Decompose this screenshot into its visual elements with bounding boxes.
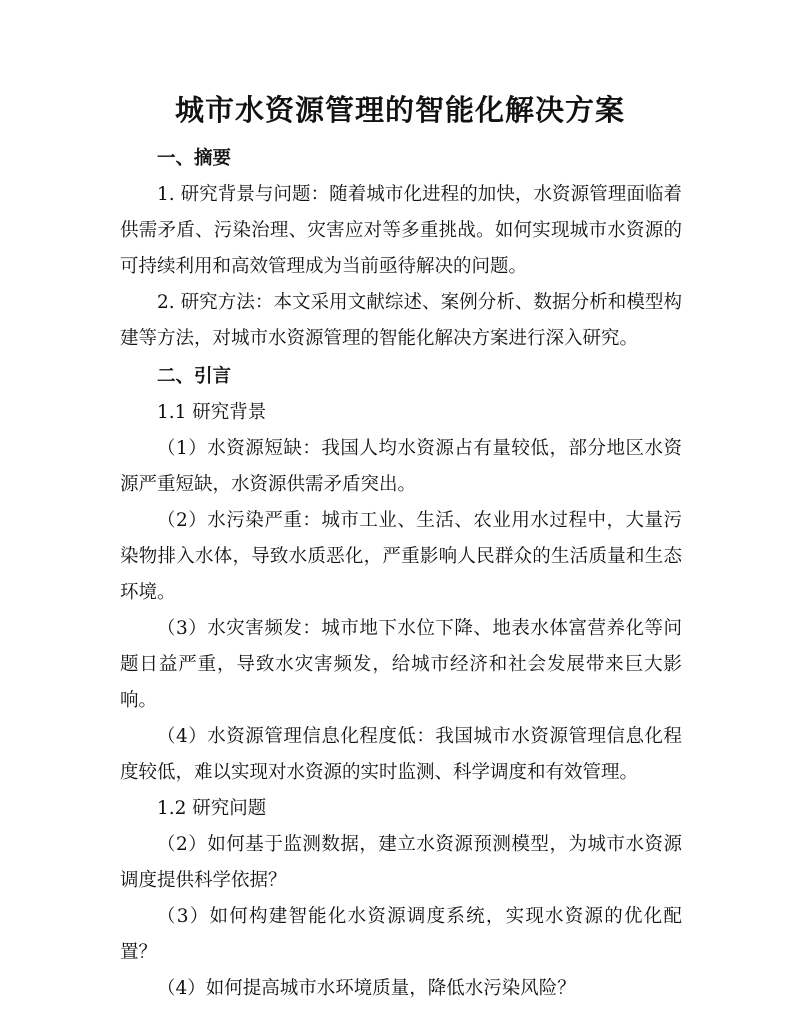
document-title: 城市水资源管理的智能化解决方案 xyxy=(174,93,625,127)
research-question-item: （3）如何构建智能化水资源调度系统，实现水资源的优化配置？ xyxy=(120,906,682,963)
background-item-water-pollution: （2）水污染严重：城市工业、生活、农业用水过程中，大量污染物排入水体，导致水质恶化，严重影响人民群众的生活质量和生态环境。 xyxy=(120,510,682,603)
abstract-paragraph-methods: 2. 研究方法：本文采用文献综述、案例分析、数据分析和模型构建等方法，对城市水资源管理的智能化解决方案进行深入研究。 xyxy=(120,292,682,349)
research-question-item: （4）如何提高城市水环境质量，降低水污染风险？ xyxy=(157,978,576,999)
research-question-item: （2）如何基于监测数据，建立水资源预测模型，为城市水资源调度提供科学依据？ xyxy=(120,834,682,891)
background-item-informatization: （4）水资源管理信息化程度低：我国城市水资源管理信息化程度较低，难以实现对水资源的实时监测、科学调度和有效管理。 xyxy=(120,726,682,783)
section-heading-abstract: 一、摘要 xyxy=(157,148,232,169)
subsection-title-research-questions: 1.2 研究问题 xyxy=(157,798,267,819)
subsection-title-background: 1.1 研究背景 xyxy=(157,402,267,423)
background-item-water-disasters: （3）水灾害频发：城市地下水位下降、地表水体富营养化等问题日益严重，导致水灾害频发，给城市经济和社会发展带来巨大影响。 xyxy=(120,618,682,711)
document-body xyxy=(120,141,682,1007)
section-heading-introduction: 二、引言 xyxy=(157,366,232,387)
background-item-water-shortage: （1）水资源短缺：我国人均水资源占有量较低，部分地区水资源严重短缺，水资源供需矛盾突出。 xyxy=(120,438,682,495)
abstract-paragraph-background: 1. 研究背景与问题：随着城市化进程的加快，水资源管理面临着供需矛盾、污染治理、灾害应对等多重挑战。如何实现城市水资源的可持续利用和高效管理成为当前亟待解决的问题。 xyxy=(120,184,682,277)
